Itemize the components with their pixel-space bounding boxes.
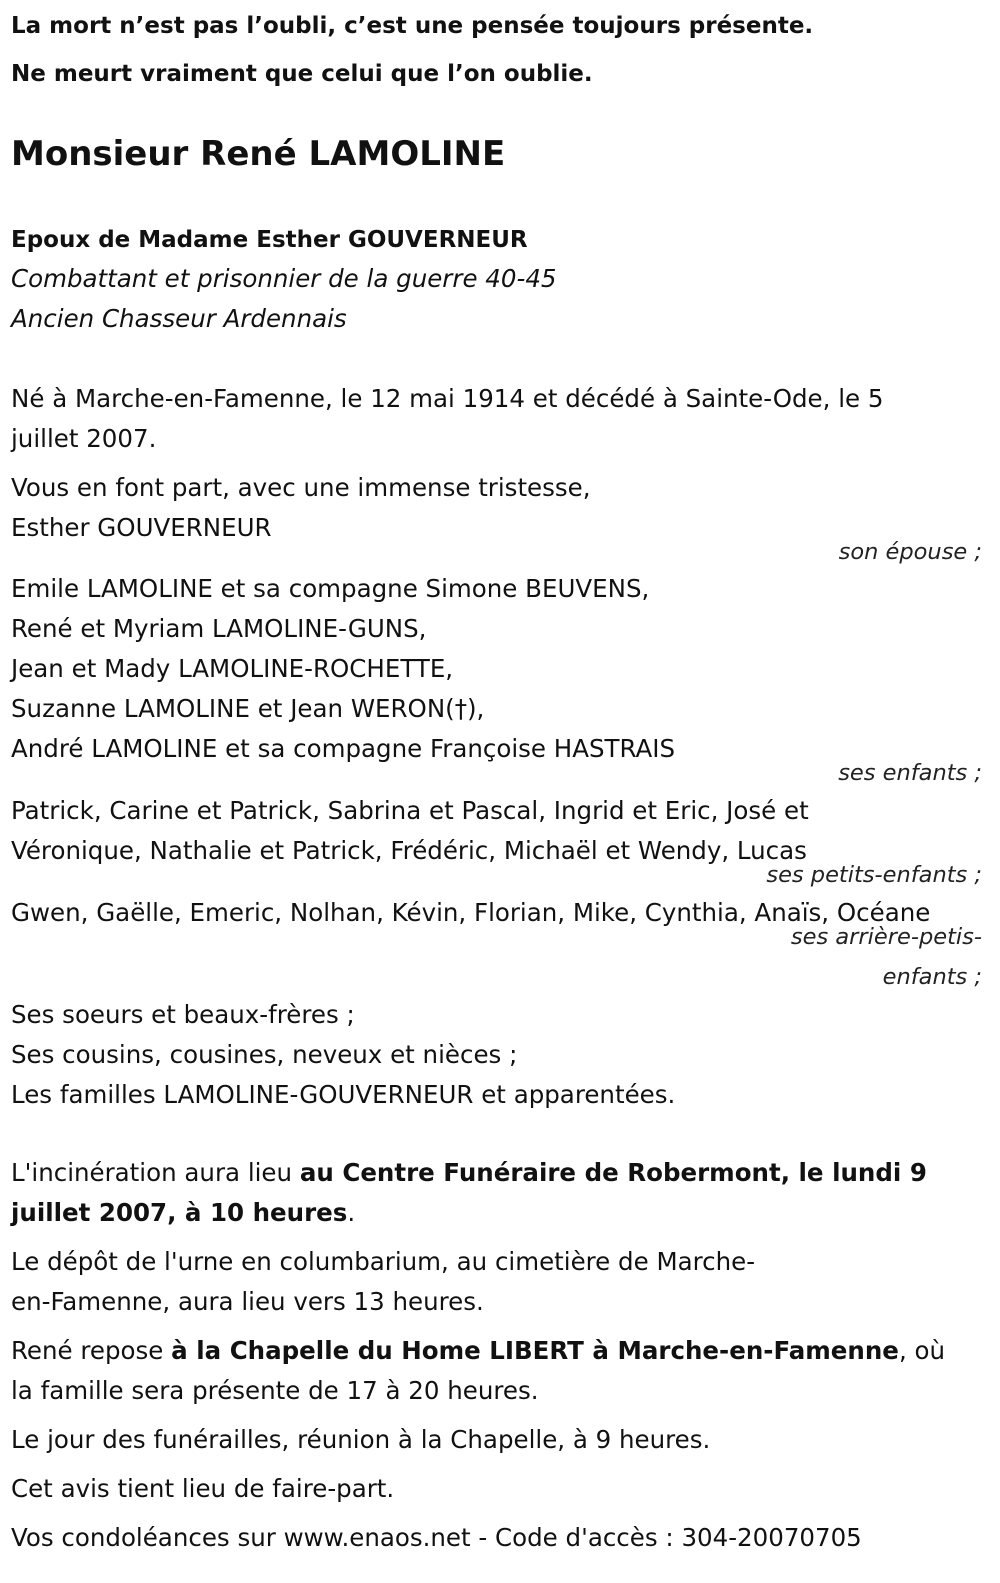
quote-line-2: Ne meurt vraiment que celui que l’on oublie. (11, 61, 593, 87)
child-line: Emile LAMOLINE et sa compagne Simone BEUVENS, (11, 574, 650, 603)
grandchildren-line: Patrick, Carine et Patrick, Sabrina et Pascal, Ingrid et Eric, José et (11, 796, 809, 825)
great-grandchildren-role-2: enfants ; (882, 964, 982, 990)
spouse-line: Epoux de Madame Esther GOUVERNEUR (11, 227, 528, 253)
child-line: Jean et Mady LAMOLINE-ROCHETTE, (11, 654, 454, 683)
rest-line-1 (11, 1335, 945, 1367)
notice-line: Cet avis tient lieu de faire-part. (11, 1474, 395, 1503)
cremation-line-2 (11, 1197, 355, 1229)
funeral-day-line: Le jour des funérailles, réunion à la Chapelle, à 9 heures. (11, 1425, 711, 1454)
title-line-2: Ancien Chasseur Ardennais (11, 304, 347, 333)
deceased-name: Monsieur René LAMOLINE (11, 134, 506, 174)
title-line-1: Combattant et prisonnier de la guerre 40-45 (11, 264, 557, 293)
child-line: Suzanne LAMOLINE et Jean WERON(†), (11, 694, 485, 723)
relatives-line: Ses cousins, cousines, neveux et nièces ; (11, 1040, 518, 1069)
dates-line-2: juillet 2007. (11, 424, 157, 453)
children-role: ses enfants ; (838, 760, 982, 786)
rest-line-2: la famille sera présente de 17 à 20 heures. (11, 1376, 539, 1405)
condolences-line: Vos condoléances sur www.enaos.net - Code d'accès : 304-20070705 (11, 1523, 862, 1552)
spouse-role: son épouse ; (838, 539, 982, 565)
cremation-line-1 (11, 1157, 927, 1189)
relatives-line: Ses soeurs et beaux-frères ; (11, 1000, 355, 1029)
great-grandchildren-line: Gwen, Gaëlle, Emeric, Nolhan, Kévin, Florian, Mike, Cynthia, Anaïs, Océane (11, 898, 931, 927)
announcement-line: Vous en font part, avec une immense tristesse, (11, 473, 591, 502)
relatives-line: Les familles LAMOLINE-GOUVERNEUR et apparentées. (11, 1080, 676, 1109)
great-grandchildren-role-1: ses arrière-petis- (790, 924, 982, 950)
child-line: René et Myriam LAMOLINE-GUNS, (11, 614, 427, 643)
cremation-end: . (347, 1198, 356, 1227)
urn-line-2: en-Famenne, aura lieu vers 13 heures. (11, 1287, 484, 1316)
quote-line-1: La mort n’est pas l’oubli, c’est une pensée toujours présente. (11, 13, 814, 39)
urn-line-1: Le dépôt de l'urne en columbarium, au cimetière de Marche- (11, 1247, 756, 1276)
child-line: André LAMOLINE et sa compagne Françoise HASTRAIS (11, 734, 676, 763)
rest-text: René repose (11, 1336, 172, 1365)
cremation-text: L'incinération aura lieu (11, 1158, 300, 1187)
grandchildren-role: ses petits-enfants ; (766, 862, 982, 888)
spouse-name: Esther GOUVERNEUR (11, 513, 272, 542)
cremation-location: au Centre Funéraire de Robermont, le lundi 9 (299, 1158, 927, 1187)
cremation-datetime: juillet 2007, à 10 heures (11, 1198, 348, 1227)
rest-location: à la Chapelle du Home LIBERT à Marche-en-Famenne (171, 1336, 899, 1365)
dates-line-1: Né à Marche-en-Famenne, le 12 mai 1914 et décédé à Sainte-Ode, le 5 (11, 384, 884, 413)
grandchildren-line: Véronique, Nathalie et Patrick, Frédéric, Michaël et Wendy, Lucas (11, 836, 807, 865)
rest-text-end: , où (898, 1336, 946, 1365)
